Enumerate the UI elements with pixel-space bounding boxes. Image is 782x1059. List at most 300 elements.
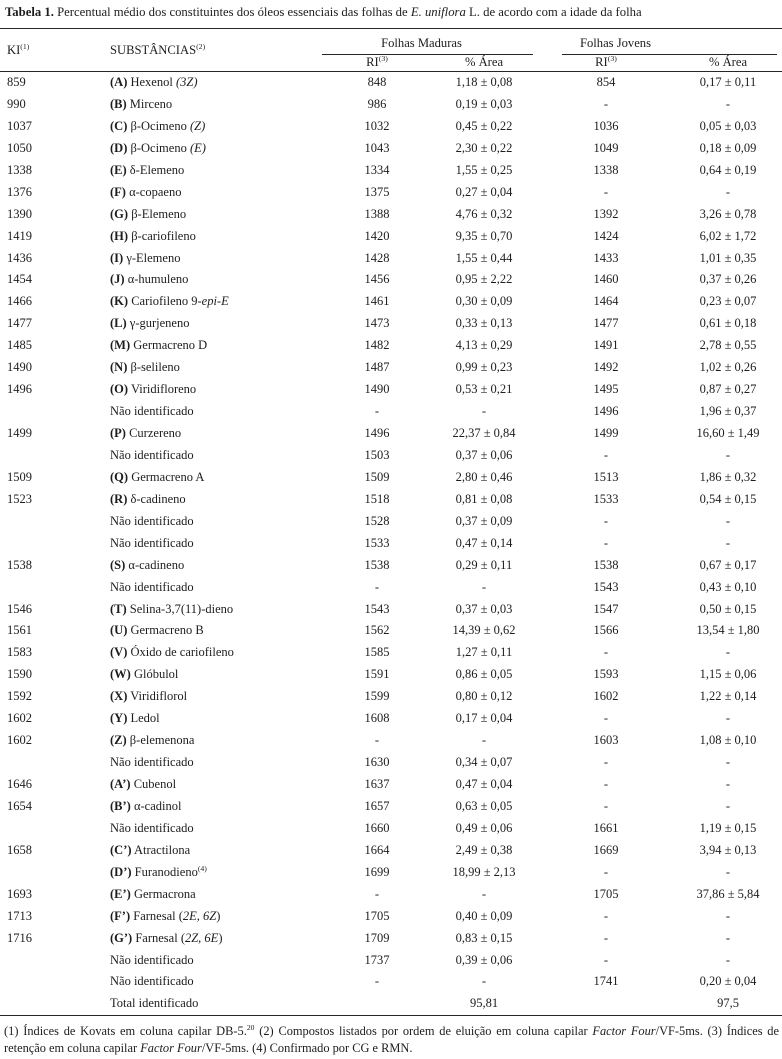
spacer-cell	[536, 708, 562, 730]
table-row	[0, 752, 782, 774]
area-jovens-cell: 1,02 ± 0,26	[699, 360, 757, 375]
group-label-folhas-jovens: Folhas Jovens	[562, 30, 777, 55]
area-maduras-cell: 9,35 ± 0,70	[455, 228, 513, 243]
table-row	[0, 620, 782, 642]
area-jovens-cell: -	[725, 535, 731, 550]
spacer-cell	[536, 993, 562, 1015]
area-jovens-cell: 1,08 ± 0,10	[699, 733, 757, 748]
area-jovens-cell: -	[725, 755, 731, 770]
ki-cell	[0, 752, 103, 774]
substance-cell: (H) β-cariofileno	[110, 228, 196, 243]
table-row	[0, 664, 782, 686]
table-footnotes: (1) Índices de Kovats em coluna capilar DB-5.20 (2) Compostos listados por ordem de eluição em coluna capilar Factor Four/VF-5ms. (3) Índices de retenção em coluna capilar Factor Four/VF-5ms. (4) Confirmado por CG e RMN.	[4, 1022, 779, 1055]
table-row	[0, 708, 782, 730]
substance-cell: (Y) Ledol	[110, 711, 160, 726]
table-row	[0, 577, 782, 599]
ri-maduras-cell: -	[374, 974, 380, 989]
area-maduras-cell: 95,81	[469, 996, 499, 1011]
spacer-cell	[536, 357, 562, 379]
ri-jovens-cell: 1533	[593, 491, 619, 506]
substance-cell: (N) β-selileno	[110, 360, 180, 375]
area-maduras-cell: -	[481, 404, 487, 419]
area-jovens-cell: 0,20 ± 0,04	[699, 974, 757, 989]
area-maduras-cell: 0,53 ± 0,21	[455, 382, 513, 397]
substance-cell: (I) γ-Elemeno	[110, 250, 181, 265]
ki-cell: 1509	[7, 469, 32, 484]
ri-jovens-cell: 1543	[593, 579, 619, 594]
substance-cell: (C) β-Ocimeno (Z)	[110, 118, 206, 133]
spacer-cell	[536, 423, 562, 445]
spacer-cell	[536, 664, 562, 686]
ri-maduras-cell: 1388	[364, 206, 390, 221]
area-maduras-cell: 0,63 ± 0,05	[455, 798, 513, 813]
ri-jovens-cell: -	[603, 645, 609, 660]
ri-maduras-cell: 1699	[364, 864, 390, 879]
substance-cell: (T) Selina-3,7(11)-dieno	[110, 601, 234, 616]
ki-cell: 1546	[7, 601, 32, 616]
substance-cell: (J) α-humuleno	[110, 272, 189, 287]
area-maduras-cell: 22,37 ± 0,84	[452, 426, 516, 440]
spacer-cell	[536, 840, 562, 862]
area-maduras-cell: 0,40 ± 0,09	[455, 908, 513, 923]
table-row	[0, 533, 782, 555]
ri-jovens-cell: -	[603, 447, 609, 462]
ki-cell: 1436	[7, 250, 32, 265]
spacer-cell	[536, 599, 562, 621]
area-jovens-cell: -	[725, 908, 731, 923]
area-maduras-cell: 0,30 ± 0,09	[455, 294, 513, 309]
spacer-cell	[536, 906, 562, 928]
ri-jovens-cell: -	[603, 798, 609, 813]
area-jovens-cell: 13,54 ± 1,80	[696, 623, 760, 638]
table-header	[0, 29, 782, 72]
area-maduras-cell: 4,76 ± 0,32	[455, 206, 513, 221]
ri-maduras-cell: 1334	[364, 162, 390, 177]
ki-cell	[0, 401, 103, 423]
spacer-column	[536, 29, 562, 72]
ri-jovens-cell: 1424	[593, 228, 619, 243]
ri-jovens-cell: 1491	[593, 338, 619, 353]
ri-maduras-cell: 1637	[364, 777, 390, 791]
ri-maduras-cell: 1533	[364, 535, 390, 550]
area-maduras-cell: -	[481, 974, 487, 989]
ki-cell	[0, 533, 103, 555]
ri-maduras-cell: 1543	[364, 601, 390, 616]
ri-jovens-cell: 854	[596, 75, 616, 89]
substance-cell: (Z) β-elemenona	[110, 733, 195, 748]
substance-cell: (O) Viridifloreno	[110, 382, 197, 397]
ri-jovens-cell: -	[603, 535, 609, 550]
area-jovens-cell: -	[725, 864, 731, 879]
ri-jovens-cell: -	[603, 908, 609, 923]
area-maduras-cell: -	[481, 733, 487, 748]
substance-cell: Não identificado	[110, 579, 194, 594]
substance-cell: Não identificado	[110, 820, 194, 835]
ki-cell: 1523	[7, 491, 32, 506]
ri-maduras-cell: 1503	[364, 447, 390, 462]
area-maduras-cell: 0,34 ± 0,07	[455, 755, 513, 770]
substance-cell: (P) Curzereno	[110, 426, 182, 440]
table-row	[0, 906, 782, 928]
area-maduras-cell: 0,81 ± 0,08	[455, 491, 513, 506]
area-jovens-cell: 0,61 ± 0,18	[699, 316, 757, 331]
area-jovens-cell: -	[725, 798, 731, 813]
area-jovens-cell: 1,01 ± 0,35	[699, 250, 757, 265]
ki-cell: 1561	[7, 623, 32, 638]
ri-maduras-cell: 1518	[364, 491, 390, 506]
spacer-cell	[536, 796, 562, 818]
table-row	[0, 445, 782, 467]
area-maduras-cell: 0,47 ± 0,04	[455, 777, 513, 791]
ki-cell	[0, 577, 103, 599]
ri-jovens-cell	[562, 993, 662, 1015]
col-header-substances: SUBSTÂNCIAS$^{(2)}$	[103, 29, 322, 72]
ki-cell: 990	[7, 96, 26, 111]
ri-maduras-cell: 1538	[364, 557, 390, 572]
ki-cell: 1693	[7, 886, 32, 901]
ki-cell: 1602	[7, 711, 32, 726]
spacer-cell	[536, 752, 562, 774]
area-maduras-cell: 0,37 ± 0,06	[455, 447, 513, 462]
area-maduras-cell: 1,55 ± 0,44	[455, 250, 513, 265]
ki-cell: 1338	[7, 162, 32, 177]
substance-cell: (S) α-cadineno	[110, 557, 185, 572]
table-row	[0, 796, 782, 818]
ri-jovens-cell: 1705	[593, 886, 619, 901]
ri-jovens-cell: -	[603, 96, 609, 111]
area-jovens-cell: -	[725, 513, 731, 528]
ki-cell: 1490	[7, 360, 32, 375]
substance-cell: Não identificado	[110, 952, 194, 967]
area-jovens-cell: 2,78 ± 0,55	[699, 338, 757, 353]
area-jovens-cell: 1,22 ± 0,14	[699, 689, 757, 704]
ri-maduras-cell: 1608	[364, 711, 390, 726]
ki-cell: 1646	[7, 777, 32, 791]
ri-jovens-cell: -	[603, 711, 609, 726]
area-maduras-cell: 0,33 ± 0,13	[455, 316, 513, 331]
ri-maduras-cell: 1528	[364, 513, 390, 528]
table-row	[0, 489, 782, 511]
col-header-area-maduras: % Área	[432, 55, 536, 72]
area-maduras-cell: 0,99 ± 0,23	[455, 360, 513, 375]
table-row	[0, 862, 782, 884]
area-jovens-cell: -	[725, 184, 731, 199]
table-row	[0, 379, 782, 401]
spacer-cell	[536, 818, 562, 840]
spacer-cell	[536, 401, 562, 423]
ri-maduras-cell: 1032	[364, 118, 390, 133]
table-row	[0, 116, 782, 138]
table-row	[0, 599, 782, 621]
substance-cell: (W) Glóbulol	[110, 667, 179, 682]
ri-jovens-cell: -	[603, 952, 609, 967]
ki-cell: 1592	[7, 689, 32, 704]
area-maduras-cell: 0,17 ± 0,04	[455, 711, 513, 726]
spacer-cell	[536, 511, 562, 533]
table-row	[0, 950, 782, 972]
ri-maduras-cell: -	[374, 579, 380, 594]
ri-maduras-cell: 1420	[364, 228, 390, 243]
area-jovens-cell: 0,18 ± 0,09	[699, 140, 757, 155]
ri-maduras-cell: 1490	[364, 382, 390, 397]
table-row	[0, 291, 782, 313]
ri-maduras-cell: 1456	[364, 272, 390, 287]
ki-cell: 1499	[7, 426, 32, 440]
area-maduras-cell: 0,37 ± 0,03	[455, 601, 513, 616]
spacer-cell	[536, 577, 562, 599]
table-row	[0, 72, 782, 94]
area-jovens-cell: 0,05 ± 0,03	[699, 118, 757, 133]
area-maduras-cell: 2,49 ± 0,38	[455, 842, 513, 857]
ri-jovens-cell: 1566	[593, 623, 619, 638]
ri-maduras-cell: 1428	[364, 250, 390, 265]
ki-cell: 1538	[7, 557, 32, 572]
ki-cell: 1454	[7, 272, 32, 287]
area-jovens-cell: 1,96 ± 0,37	[699, 404, 757, 419]
table-row	[0, 138, 782, 160]
substance-cell: (D) β-Ocimeno (E)	[110, 140, 206, 155]
area-jovens-cell: 0,87 ± 0,27	[699, 382, 757, 397]
area-jovens-cell: 37,86 ± 5,84	[696, 886, 760, 901]
ri-maduras-cell: 1737	[364, 952, 390, 967]
spacer-cell	[536, 971, 562, 993]
ri-maduras-cell: -	[374, 404, 380, 419]
table-row	[0, 248, 782, 270]
spacer-cell	[536, 226, 562, 248]
substance-cell: (R) δ-cadineno	[110, 491, 186, 506]
ki-cell: 1419	[7, 228, 32, 243]
ki-cell: 1713	[7, 908, 32, 923]
area-jovens-cell: 0,64 ± 0,19	[699, 162, 757, 177]
table-row	[0, 928, 782, 950]
substance-cell: (X) Viridiflorol	[110, 689, 188, 704]
col-header-area-jovens: % Área	[662, 55, 782, 72]
ki-cell: 1477	[7, 316, 32, 331]
spacer-cell	[536, 774, 562, 796]
spacer-cell	[536, 467, 562, 489]
area-jovens-cell: -	[725, 777, 731, 791]
substance-cell: (F’) Farnesal (2E, 6Z)	[110, 908, 221, 923]
table-row	[0, 555, 782, 577]
group-label-folhas-maduras: Folhas Maduras	[322, 30, 533, 55]
ri-maduras-cell: -	[374, 886, 380, 901]
ki-cell: 1654	[7, 798, 32, 813]
area-maduras-cell: 0,29 ± 0,11	[455, 557, 513, 572]
ri-jovens-cell: 1492	[593, 360, 619, 375]
area-maduras-cell: 0,86 ± 0,05	[455, 667, 513, 682]
ki-cell: 1716	[7, 930, 32, 945]
spacer-cell	[536, 269, 562, 291]
table-row	[0, 774, 782, 796]
area-maduras-cell: 0,19 ± 0,03	[455, 96, 513, 111]
table-row	[0, 818, 782, 840]
substance-cell: (D’) Furanodieno$^{(4)}$	[110, 863, 207, 879]
ri-jovens-cell: 1547	[593, 601, 619, 616]
ri-maduras-cell: 1660	[364, 820, 390, 835]
table-row	[0, 467, 782, 489]
substance-cell: (A) Hexenol (3Z)	[110, 75, 198, 89]
spacer-cell	[536, 72, 562, 94]
area-maduras-cell: 1,27 ± 0,11	[455, 645, 513, 660]
ri-maduras-cell: 1585	[364, 645, 390, 660]
area-jovens-cell: -	[725, 645, 731, 660]
spacer-cell	[536, 445, 562, 467]
area-maduras-cell: 0,95 ± 2,22	[455, 272, 513, 287]
ri-maduras-cell: 1562	[364, 623, 390, 638]
ri-jovens-cell: -	[603, 930, 609, 945]
table-row	[0, 335, 782, 357]
ri-maduras-cell: 1709	[364, 930, 390, 945]
substance-cell: (E’) Germacrona	[110, 886, 196, 901]
area-maduras-cell: 0,37 ± 0,09	[455, 513, 513, 528]
ri-jovens-cell: 1603	[593, 733, 619, 748]
ki-cell	[0, 993, 103, 1015]
spacer-cell	[536, 730, 562, 752]
table-row	[0, 313, 782, 335]
col-header-ri-jovens: RI$^{(3)}$	[562, 55, 662, 72]
ki-cell: 1485	[7, 338, 32, 353]
ri-maduras-cell	[322, 993, 432, 1015]
table-row	[0, 160, 782, 182]
area-jovens-cell: 0,43 ± 0,10	[699, 579, 757, 594]
area-jovens-cell: 16,60 ± 1,49	[696, 426, 760, 440]
spacer-cell	[536, 291, 562, 313]
area-maduras-cell: 0,49 ± 0,06	[455, 820, 513, 835]
ri-jovens-cell: 1741	[593, 974, 619, 989]
ki-cell: 859	[7, 75, 26, 89]
ri-jovens-cell: 1499	[593, 426, 619, 440]
substance-cell: (M) Germacreno D	[110, 338, 208, 353]
ri-maduras-cell: 1591	[364, 667, 390, 682]
spacer-cell	[536, 94, 562, 116]
area-maduras-cell: 4,13 ± 0,29	[455, 338, 513, 353]
table-row	[0, 993, 782, 1015]
ki-cell: 1466	[7, 294, 32, 309]
table-row	[0, 94, 782, 116]
table-row	[0, 971, 782, 993]
area-maduras-cell: 0,83 ± 0,15	[455, 930, 513, 945]
substance-cell: Não identificado	[110, 974, 194, 989]
ri-jovens-cell: -	[603, 513, 609, 528]
area-jovens-cell: 0,37 ± 0,26	[699, 272, 757, 287]
ri-maduras-cell: 1473	[364, 316, 390, 331]
area-jovens-cell: 97,5	[717, 996, 739, 1011]
ri-jovens-cell: 1669	[593, 842, 619, 857]
area-maduras-cell: -	[481, 886, 487, 901]
area-jovens-cell: 1,15 ± 0,06	[699, 667, 757, 682]
spacer-cell	[536, 642, 562, 664]
table-row	[0, 642, 782, 664]
ki-cell	[0, 445, 103, 467]
area-maduras-cell: 14,39 ± 0,62	[452, 623, 516, 638]
table-row	[0, 423, 782, 445]
ri-jovens-cell: -	[603, 777, 609, 791]
ri-jovens-cell: 1513	[593, 469, 619, 484]
area-maduras-cell: 2,30 ± 0,22	[455, 140, 513, 155]
table-row	[0, 226, 782, 248]
ri-jovens-cell: 1049	[593, 140, 619, 155]
col-header-ri-maduras: RI$^{(3)}$	[322, 55, 432, 72]
ki-cell: 1496	[7, 382, 32, 397]
ki-cell: 1037	[7, 118, 32, 133]
ri-jovens-cell: 1460	[593, 272, 619, 287]
table-row	[0, 730, 782, 752]
spacer-cell	[536, 533, 562, 555]
ri-jovens-cell: 1593	[593, 667, 619, 682]
ri-jovens-cell: 1392	[593, 206, 619, 221]
col-header-ki: KI$^{(1)}$	[0, 29, 103, 72]
spacer-cell	[536, 313, 562, 335]
area-maduras-cell: 0,45 ± 0,22	[455, 118, 513, 133]
ri-jovens-cell: 1496	[593, 404, 619, 419]
spacer-cell	[536, 182, 562, 204]
ki-cell: 1602	[7, 733, 32, 748]
spacer-cell	[536, 138, 562, 160]
area-jovens-cell: -	[725, 96, 731, 111]
spacer-cell	[536, 555, 562, 577]
ri-maduras-cell: 1509	[364, 469, 390, 484]
spacer-cell	[536, 686, 562, 708]
ri-maduras-cell: 1482	[364, 338, 390, 353]
substance-cell: Total identificado	[110, 996, 199, 1011]
spacer-cell	[536, 950, 562, 972]
area-jovens-cell: 1,19 ± 0,15	[699, 820, 757, 835]
substance-cell: Não identificado	[110, 447, 194, 462]
table-row	[0, 182, 782, 204]
spacer-cell	[536, 160, 562, 182]
area-jovens-cell: -	[725, 952, 731, 967]
table-row	[0, 686, 782, 708]
spacer-cell	[536, 928, 562, 950]
substance-cell: (U) Germacreno B	[110, 623, 204, 638]
ki-cell: 1390	[7, 206, 32, 221]
substance-cell: (A’) Cubenol	[110, 777, 177, 791]
ki-cell	[0, 862, 103, 884]
ri-maduras-cell: 1705	[364, 908, 390, 923]
group-header-row	[0, 29, 782, 55]
ki-cell: 1590	[7, 667, 32, 682]
ri-maduras-cell: 1496	[364, 426, 390, 440]
area-jovens-cell: -	[725, 930, 731, 945]
table-row	[0, 401, 782, 423]
table-row	[0, 840, 782, 862]
area-maduras-cell: 0,47 ± 0,14	[455, 535, 513, 550]
spacer-cell	[536, 884, 562, 906]
ki-cell: 1050	[7, 140, 32, 155]
ki-cell	[0, 971, 103, 993]
ki-cell: 1376	[7, 184, 32, 199]
substance-cell: (Q) Germacreno A	[110, 469, 205, 484]
area-jovens-cell: -	[725, 711, 731, 726]
table-caption: Tabela 1. Percentual médio dos constituintes dos óleos essenciais das folhas de E. uniflora L. de acordo com a idade da folha	[5, 5, 642, 19]
substance-cell: (B’) α-cadinol	[110, 798, 182, 813]
ri-maduras-cell: 1657	[364, 798, 390, 813]
ki-cell	[0, 950, 103, 972]
area-jovens-cell: 3,26 ± 0,78	[699, 206, 757, 221]
spacer-cell	[536, 204, 562, 226]
ri-maduras-cell: 1487	[364, 360, 390, 375]
area-maduras-cell: 2,80 ± 0,46	[455, 469, 513, 484]
ri-maduras-cell: 1599	[364, 689, 390, 704]
ri-maduras-cell: 1375	[364, 184, 390, 199]
substance-cell: Não identificado	[110, 513, 194, 528]
spacer-cell	[536, 379, 562, 401]
ri-jovens-cell: 1433	[593, 250, 619, 265]
ri-jovens-cell: -	[603, 755, 609, 770]
ri-jovens-cell: 1661	[593, 820, 619, 835]
spacer-cell	[536, 489, 562, 511]
area-jovens-cell: 0,17 ± 0,11	[699, 75, 757, 89]
